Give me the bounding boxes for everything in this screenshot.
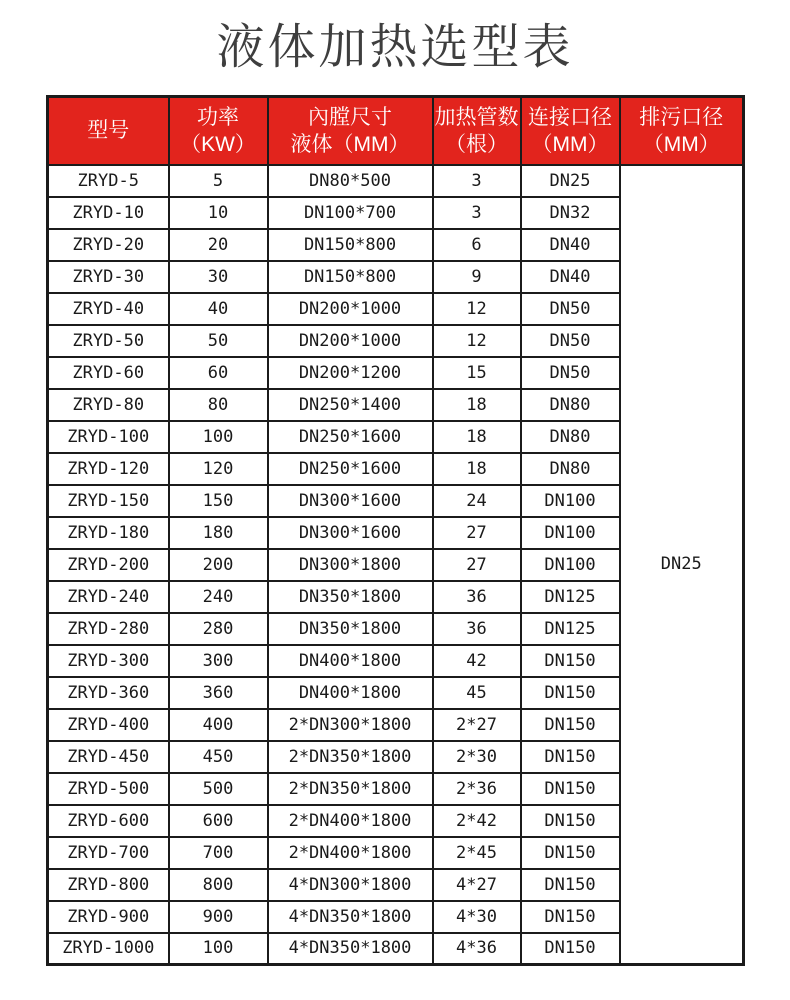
table-cell: ZRYD-180	[48, 517, 169, 549]
table-cell: 15	[433, 357, 521, 389]
table-cell: 800	[169, 869, 268, 901]
table-cell: DN150*800	[268, 261, 433, 293]
table-cell: 120	[169, 453, 268, 485]
table-cell: DN100*700	[268, 197, 433, 229]
table-cell: DN300*1800	[268, 549, 433, 581]
table-cell: 240	[169, 581, 268, 613]
table-cell: ZRYD-20	[48, 229, 169, 261]
table-cell: 900	[169, 901, 268, 933]
table-cell: DN350*1800	[268, 581, 433, 613]
table-cell: 360	[169, 677, 268, 709]
table-cell: 2*30	[433, 741, 521, 773]
table-cell: DN25	[521, 165, 620, 197]
table-cell: DN100	[521, 485, 620, 517]
table-cell: 300	[169, 645, 268, 677]
table-cell: DN200*1200	[268, 357, 433, 389]
table-cell: 150	[169, 485, 268, 517]
table-cell: ZRYD-240	[48, 581, 169, 613]
table-cell: 100	[169, 421, 268, 453]
selection-table	[46, 95, 745, 966]
table-cell: DN80	[521, 421, 620, 453]
table-cell: 2*DN350*1800	[268, 741, 433, 773]
table-cell: ZRYD-80	[48, 389, 169, 421]
table-cell: 600	[169, 805, 268, 837]
table-cell: 80	[169, 389, 268, 421]
table-cell: 60	[169, 357, 268, 389]
table-cell: 42	[433, 645, 521, 677]
table-cell: ZRYD-300	[48, 645, 169, 677]
drain-diameter-merged-cell: DN25	[620, 165, 744, 965]
table-cell: DN125	[521, 581, 620, 613]
page-title: 液体加热选型表	[216, 21, 574, 74]
table-cell: 2*36	[433, 773, 521, 805]
table-cell: 2*DN300*1800	[268, 709, 433, 741]
table-cell: 400	[169, 709, 268, 741]
table-cell: 100	[169, 933, 268, 965]
column-header-tube-count: 加热管数 （根）	[433, 97, 521, 165]
table-cell: DN150	[521, 709, 620, 741]
table-cell: 2*DN350*1800	[268, 773, 433, 805]
table-cell: 18	[433, 389, 521, 421]
table-cell: 4*DN350*1800	[268, 901, 433, 933]
table-cell: ZRYD-900	[48, 901, 169, 933]
table-cell: ZRYD-5	[48, 165, 169, 197]
table-cell: 30	[169, 261, 268, 293]
table-cell: DN250*1600	[268, 453, 433, 485]
table-cell: DN50	[521, 325, 620, 357]
table-cell: 12	[433, 325, 521, 357]
table-cell: 27	[433, 517, 521, 549]
table-cell: DN150*800	[268, 229, 433, 261]
table-cell: ZRYD-500	[48, 773, 169, 805]
table-cell: 2*DN400*1800	[268, 837, 433, 869]
table-cell: ZRYD-600	[48, 805, 169, 837]
table-cell: 3	[433, 197, 521, 229]
table-cell: DN40	[521, 261, 620, 293]
table-cell: DN250*1600	[268, 421, 433, 453]
table-cell: ZRYD-280	[48, 613, 169, 645]
table-cell: ZRYD-50	[48, 325, 169, 357]
table-cell: 24	[433, 485, 521, 517]
table-cell: ZRYD-200	[48, 549, 169, 581]
table-cell: 2*45	[433, 837, 521, 869]
table-cell: DN150	[521, 805, 620, 837]
column-header-chamber-size: 內膛尺寸 液体（MM）	[268, 97, 433, 165]
table-row	[48, 165, 744, 197]
table-cell: DN250*1400	[268, 389, 433, 421]
column-header-model: 型号	[48, 97, 169, 165]
table-cell: 50	[169, 325, 268, 357]
table-cell: 450	[169, 741, 268, 773]
table-cell: ZRYD-150	[48, 485, 169, 517]
table-cell: 2*42	[433, 805, 521, 837]
table-cell: ZRYD-60	[48, 357, 169, 389]
table-cell: DN150	[521, 645, 620, 677]
table-cell: 45	[433, 677, 521, 709]
table-header	[48, 97, 744, 165]
table-cell: DN150	[521, 773, 620, 805]
table-cell: ZRYD-800	[48, 869, 169, 901]
table-cell: ZRYD-700	[48, 837, 169, 869]
header-row	[48, 97, 744, 165]
table-cell: DN200*1000	[268, 325, 433, 357]
table-cell: DN80	[521, 389, 620, 421]
table-cell: 2*27	[433, 709, 521, 741]
table-cell: 18	[433, 421, 521, 453]
table-cell: 9	[433, 261, 521, 293]
table-cell: DN150	[521, 901, 620, 933]
table-cell: DN32	[521, 197, 620, 229]
table-cell: 12	[433, 293, 521, 325]
table-cell: DN150	[521, 741, 620, 773]
table-cell: ZRYD-40	[48, 293, 169, 325]
table-cell: ZRYD-10	[48, 197, 169, 229]
table-cell: DN40	[521, 229, 620, 261]
table-cell: DN50	[521, 293, 620, 325]
table-cell: DN150	[521, 677, 620, 709]
column-header-power: 功率 （KW）	[169, 97, 268, 165]
table-cell: 4*36	[433, 933, 521, 965]
table-cell: 4*27	[433, 869, 521, 901]
column-header-drain-diameter: 排污口径 （MM）	[620, 97, 744, 165]
table-cell: DN400*1800	[268, 645, 433, 677]
table-cell: 6	[433, 229, 521, 261]
table-cell: 36	[433, 613, 521, 645]
table-cell: DN50	[521, 357, 620, 389]
table-cell: DN150	[521, 837, 620, 869]
table-body	[48, 165, 744, 965]
table-cell: 280	[169, 613, 268, 645]
table-cell: 40	[169, 293, 268, 325]
table-cell: 3	[433, 165, 521, 197]
table-cell: 10	[169, 197, 268, 229]
table-cell: DN400*1800	[268, 677, 433, 709]
table-cell: 18	[433, 453, 521, 485]
table-cell: 20	[169, 229, 268, 261]
table-cell: DN200*1000	[268, 293, 433, 325]
table-cell: 4*DN300*1800	[268, 869, 433, 901]
table-cell: DN150	[521, 869, 620, 901]
table-cell: DN150	[521, 933, 620, 965]
table-cell: ZRYD-1000	[48, 933, 169, 965]
table-cell: ZRYD-400	[48, 709, 169, 741]
table-cell: 180	[169, 517, 268, 549]
table-cell: 5	[169, 165, 268, 197]
table-cell: DN125	[521, 613, 620, 645]
table-cell: DN100	[521, 517, 620, 549]
table-cell: 27	[433, 549, 521, 581]
table-cell: 500	[169, 773, 268, 805]
table-cell: ZRYD-30	[48, 261, 169, 293]
table-cell: ZRYD-360	[48, 677, 169, 709]
table-cell: DN300*1600	[268, 517, 433, 549]
table-cell: DN350*1800	[268, 613, 433, 645]
table-cell: DN80*500	[268, 165, 433, 197]
column-header-connection-diameter: 连接口径 （MM）	[521, 97, 620, 165]
table-cell: 36	[433, 581, 521, 613]
table-cell: DN100	[521, 549, 620, 581]
table-cell: 700	[169, 837, 268, 869]
table-cell: ZRYD-120	[48, 453, 169, 485]
table-cell: 2*DN400*1800	[268, 805, 433, 837]
table-cell: 4*DN350*1800	[268, 933, 433, 965]
table-cell: ZRYD-100	[48, 421, 169, 453]
table-cell: DN300*1600	[268, 485, 433, 517]
table-cell: ZRYD-450	[48, 741, 169, 773]
table-cell: 4*30	[433, 901, 521, 933]
table-cell: 200	[169, 549, 268, 581]
table-cell: DN80	[521, 453, 620, 485]
